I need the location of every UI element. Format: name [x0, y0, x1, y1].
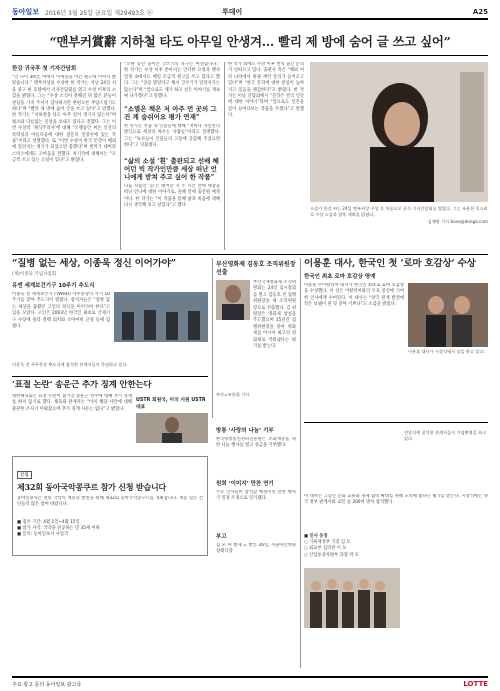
issue-date: 2016년 3월 25일 금요일 제29493호 ㉣ — [45, 9, 153, 17]
mid-left-title[interactable]: ‘표절 논란’ 송운근 추가 징계 안한는다 — [12, 380, 152, 390]
ambassador-photo[interactable] — [408, 283, 488, 347]
notice-item: ■ 접수 기간: 4월 1일~4월 15일 — [17, 520, 80, 525]
author-portrait-image — [310, 62, 488, 202]
column-divider — [212, 258, 213, 418]
chairman-portrait — [216, 280, 250, 320]
column-divider — [120, 62, 121, 250]
col3-body: 한 작가 외에도 수상 이후 번역 출간 문의가 잇따르고 있다. 출판사 측은 “해외 여러 나라에서 판권 계약 문의가 들어오고 있다”며 “한국 문학에 대한 관심이 높아지고 있음을 체감한다”고 밝혔다. 한 작가는 이날 간담회에서 “문학은 결국 인간에 대한 이야기”라며 “앞으로도 인간을 깊이 들여다보는 작품을 쓰겠다”고 말했다. — [228, 62, 304, 119]
notice-item: ■ 참가 자격: 국악을 전공하는 만 35세 이하 — [17, 526, 100, 532]
memorial-photo[interactable] — [114, 292, 208, 342]
busan-body: 부산국제영화제 조직위원회는 24일 임시총회를 열고 김동호 전 집행위원장을 새 조직위원장으로 선출했다. 김 위원장은 영화제 창설을 주도했으며 15년간 집행위원장을 맡아 영화제를 아시아 최고의 영화제로 키워냈다는 평가를 받는다. — [253, 280, 296, 350]
busan-photo[interactable] — [216, 280, 250, 320]
col2-sub2-body: 다음 작품인 ‘흰’은 태어난 지 두 시간 만에 세상을 떠난 언니에 대한 이야기로, 올해 안에 출간될 예정이다. 한 작가는 “이 작품을 통해 삶과 죽음에 대해 다시 생각해 보고 싶었다”고 했다. — [124, 184, 220, 209]
briefs-sub: 방통 ‘사랑의 나눔’ 기부 — [216, 428, 274, 434]
group-photo-caption: 전달식에 참석한 관계자들이 기념촬영을 하고 있다. — [404, 430, 487, 441]
newspaper-logo: 동아일보 — [12, 7, 40, 16]
column-divider — [224, 62, 225, 250]
award-ceremony-image — [408, 283, 488, 347]
col2-sub1-body: 한 작가는 작품 속 인물들에 대해 “저마다 자신만의 방식으로 세상과 싸우는 사람들”이라고 설명했다. 그는 “독자들이 인물들의 고통에 공감해 주셨으면 한다”고 덧붙였다. — [124, 124, 220, 149]
notice-title[interactable]: 제32회 동아국악콩쿠르 참가 신청 받습니다 — [17, 482, 167, 492]
ambassador-caption: 이용훈 대사가 시상식에서 상을 받고 있다. — [408, 349, 485, 354]
personnel-item: ○ 산업통상자원부 과장 박 모 — [304, 552, 359, 558]
lead-article-col2 — [124, 62, 220, 250]
col2-subtitle-1: “소멸은 책은 저 아주 먼 곳의 그건 계 숨쉬어요 평가 연재” — [124, 105, 217, 121]
left-article — [12, 258, 208, 358]
left-article-sub: 유엔 세계보건기구 10주기 추도식 — [12, 283, 95, 289]
bottom-right-article — [304, 494, 488, 670]
lead-article-col3 — [228, 62, 304, 250]
left-article-byline: (재)이종욱 기념사업회 — [12, 272, 57, 277]
notice-body: 동아일보사는 전통 국악의 계승과 발전을 위해 제32회 동아국악콩쿠르를 개최합니다. 재능 있는 신인들의 많은 참여 바랍니다. — [17, 496, 203, 508]
busan-credit: 부산=조용휘 기자 — [216, 392, 250, 397]
page-footer — [12, 676, 488, 690]
left-article-caption: 이종욱 전 사무총장 추도식에 참석한 관계자들이 묵념하고 있다. — [12, 362, 128, 367]
personnel-head: ■ 인사 동정 — [304, 534, 328, 539]
mid-left-sub: USTR 회원국, 미국 지원 USTR 대표 — [136, 398, 206, 410]
briefs-body: 한국방송통신전파진흥원은 소외계층을 위한 나눔 행사를 열고 성금을 기부했다. — [216, 437, 296, 449]
personnel-item: ○ 기획재정부 국장 김 모 — [304, 540, 351, 546]
page-number: A25 — [472, 8, 488, 16]
lead-photo-caption: 소설가 한강 씨는 24일 맨부커상 수상 후 처음으로 공식 기자간담회를 열었다. 그는 조용한 목소리로 수상 소감과 향후 계획을 밝혔다. — [310, 206, 488, 217]
section-divider — [12, 376, 208, 377]
lead-photo-caption-area — [310, 204, 488, 250]
headline-text: “맨부커賞辭 지하철 타도 아무일 안생겨… 빨리 제 방에 숨어 글 쓰고 싶어” — [49, 33, 451, 49]
ambassador-article — [304, 258, 488, 418]
briefs-sub3: 원희 ‘이미지’ 만찬 연기 — [216, 481, 274, 487]
obituary-head: 부고 — [216, 534, 227, 540]
notice-box — [12, 456, 208, 556]
notice-item: ■ 문의: 동아일보사 사업국 — [17, 532, 69, 538]
personnel-item: ○ 외교부 심의관 이 모 — [304, 546, 347, 552]
group-photo-caption-area — [404, 428, 488, 488]
obituary-body: 김 모 씨 별세 = 발인 26일, 서울아산병원 장례식장 — [216, 543, 296, 555]
busan-article — [216, 258, 296, 418]
mid-left-photo[interactable] — [136, 413, 208, 443]
ambassador-sub: 한국인 최초 로마 호감상 영예 — [304, 274, 376, 280]
footer-text: 주요 광고 문의 동아일보 광고국 — [12, 681, 82, 688]
col2-subtitle-2: “삶의 소설 ‘흰’ 출판되고 선배 혜어던 빅 작가인만큼 세상 떠난 언니에게 받쳐 주고 싶어 한 작품” — [124, 157, 219, 181]
photo-credit: 김재명 기자 base@donga.com — [427, 219, 488, 225]
left-article-body: 이종욱 전 세계보건기구(WHO) 사무총장의 서거 10주기를 맞아 추도식이 열렸다. 참석자들은 “질병 없는 세상을 꿈꿨던 고인의 정신을 이어가야 한다”고 입을 모았다. 고인은 2003년 한국인 최초로 국제기구 수장에 올라 결핵 퇴치와 소아마비 근절 등에 힘썼다. — [12, 292, 110, 330]
left-article-caption-area — [12, 360, 208, 372]
lead-photo[interactable] — [310, 62, 488, 202]
busan-title[interactable]: 부산영화제 김동호 조직위원장 선출 — [216, 261, 296, 276]
mid-left-body: 대한체육회는 표절 논란이 불거진 송운근 선수에 대해 추가 징계를 하지 않기로 했다. 체육회 관계자는 “이미 해당 사안에 대해 충분한 조사가 이뤄졌으며 추가 징계 사유는 없다”고 밝혔다. — [12, 394, 132, 412]
left-article-title[interactable]: “질병 없는 세상, 이종욱 정신 이어가야” — [12, 258, 176, 269]
column-divider — [300, 258, 301, 668]
bottom-right-body: 이 대사는 그동안 문화 교류와 경제 협력 확대를 위해 노력해 왔다는 평가를 받는다. 시상식에는 양국 정부 관계자와 교민 등 200여 명이 참석했다. — [304, 494, 488, 506]
advertiser-logo[interactable]: LOTTE — [463, 680, 488, 688]
section-divider — [304, 422, 488, 423]
ambassador-title[interactable]: 이용훈 대사, 한국인 첫 ‘로마 호감상’ 수상 — [304, 258, 476, 269]
lead-article-col1 — [12, 62, 116, 250]
page-header — [12, 6, 488, 20]
lead-byline: 한강 귀국후 첫 기자간담회 — [12, 66, 77, 72]
lead-body: “일 나이 30만, 마에서 이세돌을 이긴 필드에 이어서 밝았습니다.” 맨부커상을 수상한 한 작가는 지난 24일 서울 중구 한 호텔에서 기자간담회를 열고 수상 이후의 소감을 밝혔다. 그는 “수상 소식이 전해진 뒤 많은 분들이 관심을 가져 주셔서 감사하지만 한편으론 부담스럽기도 하다”며 “빨리 제 방에 숨어 글을 쓰고 싶다”고 말했다. 한 작가는 “지하철을 타도 아무 일이 생기지 않는다”며 평소와 다름없는 일상을 보내고 있다고 전했다. 그는 이번 수상작 ‘채식주의자’에 대해 “오랫동안 써온 인간의 폭력성과 아름다움에 대한 질문의 연장선에 있는 작품”이라고 설명했다. 또 “이번 수상이 한국 문학이 해외에 알려지는 계기가 되었으면 좋겠다”며 번역가 데버라 스미스에게도 고마움을 전했다. 차기작에 대해서는 “조금씩 쓰고 있는 소설이 있다”고 밝혔다. — [12, 75, 116, 164]
main-headline[interactable] — [12, 26, 488, 56]
briefs-column — [216, 424, 296, 668]
briefs-sub3-body: 주요 인사들이 참석할 예정이던 만찬 행사가 일정 조정으로 연기됐다. — [216, 490, 296, 502]
section-name: 투데이 — [222, 8, 243, 16]
ambassador-body: 이용훈 주이탈리아 대사가 한국인 최초로 로마 호감상을 수상했다. 이 상은 이탈리아와의 우호 증진에 기여한 인사에게 수여된다. 이 대사는 “양국 관계 발전에 작은 보탬이 된 것 같아 기쁘다”고 소감을 밝혔다. — [304, 283, 404, 308]
notice-tag: 알림 — [17, 471, 32, 479]
section-divider — [12, 254, 488, 255]
mid-left-article — [12, 380, 208, 446]
memorial-image — [114, 292, 208, 342]
col2-body: “오랜 동안 품어온 글쓰기의 욕구는 여전합니다.” 한 작가는 수상 이후 쏟아지는 인터뷰 요청과 행사 일정 속에서도 매일 조금씩 원고를 쓰고 있다고 했다. 그는 “상을 받았다고 해서 글쓰기가 달라지지는 않는다”며 “앞으로도 제가 하고 싶은 이야기를 계속 써 나가겠다”고 말했다. — [124, 62, 220, 100]
mid-left-image — [136, 413, 208, 443]
